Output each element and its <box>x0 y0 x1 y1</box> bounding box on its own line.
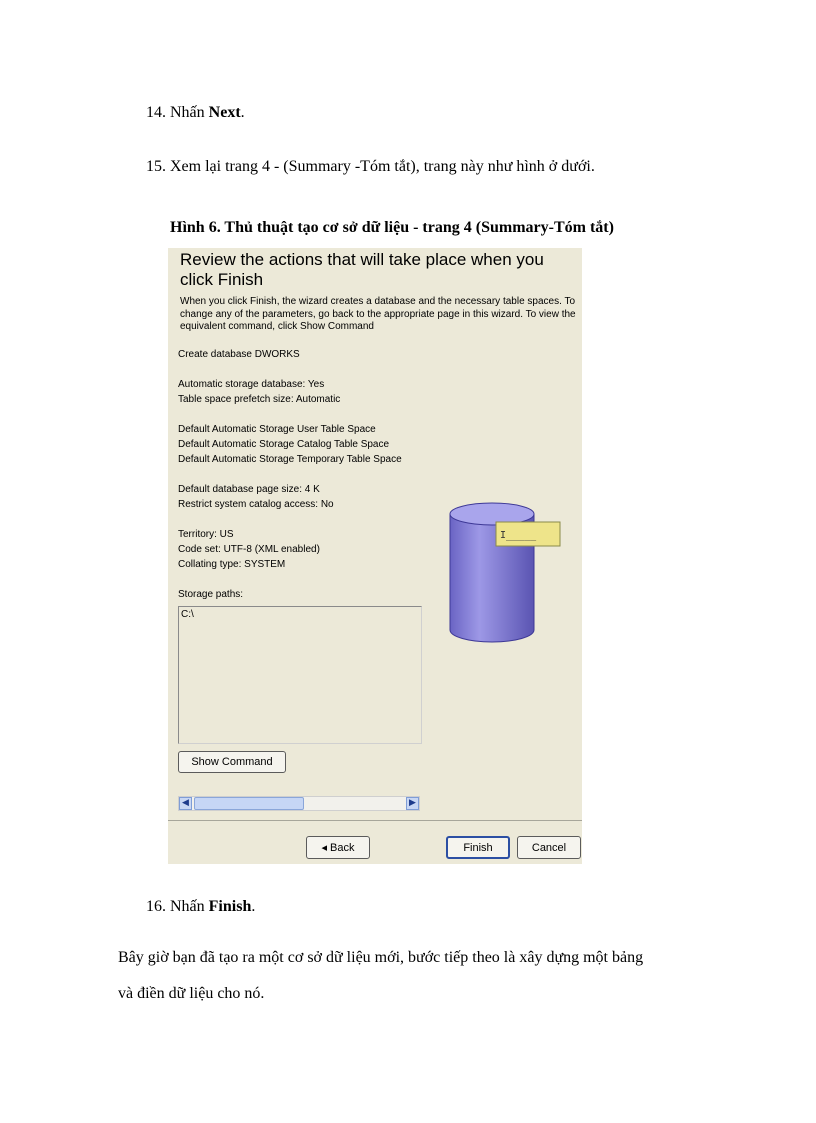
summary-line: Default Automatic Storage Temporary Table Space <box>178 454 402 465</box>
footer-divider <box>168 820 582 821</box>
scroll-right-arrow-icon[interactable]: ▶ <box>406 797 419 810</box>
step-16: 16. Nhấn Finish. <box>146 898 256 915</box>
closing-paragraph-line-1: Bây giờ bạn đã tạo ra một cơ sở dữ liệu mới, bước tiếp theo là xây dựng một bảng <box>118 949 644 966</box>
summary-line: Collating type: SYSTEM <box>178 559 286 570</box>
step-14: 14. Nhấn Next. <box>146 104 245 121</box>
step-15: 15. Xem lại trang 4 - (Summary -Tóm tắt), trang này như hình ở dưới. <box>146 158 595 175</box>
finish-button[interactable]: Finish <box>446 836 510 859</box>
storage-paths-list[interactable] <box>178 606 422 744</box>
show-command-button[interactable]: Show Command <box>178 751 286 773</box>
summary-line: Territory: US <box>178 529 234 540</box>
cancel-button[interactable]: Cancel <box>517 836 581 859</box>
scroll-thumb[interactable] <box>194 797 304 810</box>
closing-paragraph-line-2: và điền dữ liệu cho nó. <box>118 985 265 1002</box>
summary-line: Default Automatic Storage Catalog Table Space <box>178 439 390 450</box>
summary-line: Create database DWORKS <box>178 349 300 360</box>
summary-line: Default Automatic Storage User Table Space <box>178 424 376 435</box>
svg-text:I_____: I_____ <box>500 530 537 541</box>
wizard-heading: Review the actions that will take place when you click Finish <box>180 250 544 289</box>
scroll-left-arrow-icon[interactable]: ◀ <box>179 797 192 810</box>
wizard-screenshot <box>168 248 582 864</box>
storage-paths-label: Storage paths: <box>178 589 244 600</box>
back-button[interactable]: ◂ Back <box>306 836 370 859</box>
summary-line: Restrict system catalog access: No <box>178 499 334 510</box>
summary-line: Automatic storage database: Yes <box>178 379 325 390</box>
storage-path-item[interactable]: C:\ <box>181 609 194 620</box>
wizard-description: When you click Finish, the wizard creates a database and the necessary table spaces. To change any of the parameters, go back to the appropriate page in this wizard. To view the equivalent command, click Show Command <box>180 296 576 332</box>
summary-line: Table space prefetch size: Automatic <box>178 394 341 405</box>
finish-term: Finish <box>208 898 252 915</box>
next-term: Next <box>208 104 241 121</box>
figure-caption: Hình 6. Thủ thuật tạo cơ sở dữ liệu - trang 4 (Summary-Tóm tắt) <box>170 219 614 236</box>
horizontal-scrollbar[interactable] <box>178 796 420 811</box>
database-cylinder-icon <box>444 502 570 648</box>
summary-line: Code set: UTF-8 (XML enabled) <box>178 544 320 555</box>
summary-line: Default database page size: 4 K <box>178 484 320 495</box>
